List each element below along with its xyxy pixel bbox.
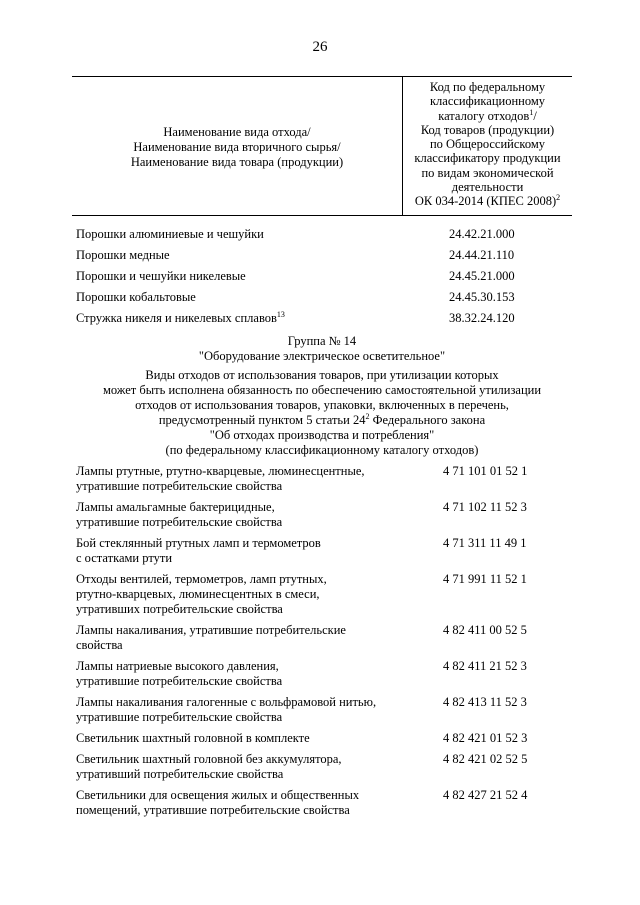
waste-name-line: Светильник шахтный головной в комплекте — [76, 731, 310, 745]
footnote-ref: 2 — [365, 411, 370, 421]
waste-name — [76, 572, 416, 617]
product-code: 24.42.21.000 — [449, 227, 515, 241]
header-code-column — [403, 80, 572, 209]
waste-name-line: Светильник шахтный головной без аккумулятора, — [76, 752, 342, 766]
footnote-ref: 1 — [529, 107, 534, 117]
product-code: 24.45.21.000 — [449, 269, 515, 283]
waste-name-line: утративших потребительские свойства — [76, 602, 283, 616]
header-code-line: классификационному — [429, 94, 546, 109]
waste-name-line: помещений, утратившие потребительские свойства — [76, 803, 350, 817]
product-name — [76, 311, 416, 326]
waste-name-line: с остатками ртути — [76, 551, 173, 565]
group-description — [72, 368, 572, 458]
header-code-line: по видам экономической — [421, 165, 554, 180]
waste-name-line: свойства — [76, 638, 123, 652]
product-code: 24.44.21.110 — [449, 248, 515, 262]
header-code-line-text: каталогу отходов — [438, 108, 530, 123]
waste-name-line: Лампы накаливания галогенные с вольфрамовой нитью, — [76, 695, 377, 709]
product-name: Порошки алюминиевые и чешуйки — [76, 227, 264, 241]
group-description-line: отходов от использования товаров, упаковки, включенных в перечень, — [135, 398, 509, 412]
waste-name — [76, 752, 416, 782]
product-code: 24.45.30.153 — [449, 290, 515, 304]
waste-name — [76, 659, 416, 689]
group-description-text: предусмотренный пунктом 5 статьи 24 — [158, 413, 366, 427]
waste-code: 4 82 427 21 52 4 — [443, 788, 528, 802]
waste-name-line: Лампы натриевые высокого давления, — [76, 659, 279, 673]
product-name-text: Стружка никеля и никелевых сплавов — [76, 311, 277, 325]
waste-code: 4 82 411 21 52 3 — [443, 659, 527, 673]
waste-name-line: утративший потребительские свойства — [76, 767, 284, 781]
waste-name — [76, 695, 416, 725]
header-name-line: Наименование вида отхода/ — [163, 125, 311, 139]
product-name: Порошки и чешуйки никелевые — [76, 269, 246, 283]
waste-name-line: Отходы вентилей, термометров, ламп ртутных, — [76, 572, 327, 586]
waste-name-line: Лампы накаливания, утратившие потребительские — [76, 623, 346, 637]
waste-name-line: Светильники для освещения жилых и общественных — [76, 788, 360, 802]
product-name: Порошки медные — [76, 248, 170, 262]
group-description-line: Виды отходов от использования товаров, при утилизации которых — [145, 368, 499, 382]
waste-name-line: утратившие потребительские свойства — [76, 515, 283, 529]
header-name-line: Наименование вида товара (продукции) — [130, 155, 344, 169]
header-code-line — [403, 194, 572, 208]
waste-code: 4 82 421 02 52 5 — [443, 752, 528, 766]
waste-name — [76, 788, 416, 818]
group-description-line: (по федеральному классификационному каталогу отходов) — [165, 443, 479, 457]
footnote-ref: 2 — [556, 193, 561, 203]
waste-name-line: утратившие потребительские свойства — [76, 674, 283, 688]
header-code-line — [403, 109, 572, 123]
waste-name — [76, 536, 416, 566]
product-name: Порошки кобальтовые — [76, 290, 196, 304]
header-code-line: по Общероссийскому — [429, 137, 546, 152]
waste-name — [76, 731, 416, 746]
header-code-line: Код по федеральному — [429, 80, 546, 94]
waste-name-line: утратившие потребительские свойства — [76, 479, 283, 493]
table-header — [72, 76, 572, 216]
group-description-tail: Федерального закона — [369, 413, 486, 427]
header-name-column — [72, 125, 402, 170]
waste-name-line: утратившие потребительские свойства — [76, 710, 283, 724]
waste-code: 4 82 421 01 52 3 — [443, 731, 528, 745]
header-code-line: классификатору продукции — [414, 151, 561, 166]
waste-name-line: Лампы амальгамные бактерицидные, — [76, 500, 275, 514]
header-code-line: деятельности — [451, 180, 524, 195]
waste-code: 4 71 101 01 52 1 — [443, 464, 528, 478]
header-code-line-tail: / — [533, 108, 537, 123]
waste-name — [76, 623, 416, 653]
waste-name-line: Лампы ртутные, ртутно-кварцевые, люминесцентные, — [76, 464, 365, 478]
waste-name-line: ртутно-кварцевых, люминесцентных в смеси, — [76, 587, 320, 601]
group-heading — [72, 334, 572, 364]
waste-code: 4 82 411 00 52 5 — [443, 623, 527, 637]
waste-code: 4 82 413 11 52 3 — [443, 695, 527, 709]
header-code-line-text: ОК 034-2014 (КПЕС 2008) — [414, 194, 557, 209]
waste-name — [76, 500, 416, 530]
group-description-line — [72, 413, 572, 428]
waste-code: 4 71 311 11 49 1 — [443, 536, 527, 550]
group-description-line: "Об отходах производства и потребления" — [209, 428, 435, 442]
group-title: Группа № 14 — [287, 334, 357, 348]
header-name-line: Наименование вида вторичного сырья/ — [133, 140, 341, 154]
group-subtitle: "Оборудование электрическое осветительное" — [198, 349, 446, 363]
page-number: 26 — [312, 39, 328, 55]
waste-name-line: Бой стеклянный ртутных ламп и термометров — [76, 536, 321, 550]
waste-name — [76, 464, 416, 494]
product-code: 38.32.24.120 — [449, 311, 515, 325]
waste-code: 4 71 991 11 52 1 — [443, 572, 527, 586]
footnote-ref: 13 — [276, 309, 285, 319]
group-description-line: может быть исполнена обязанность по обеспечению самостоятельной утилизации — [102, 383, 542, 397]
waste-code: 4 71 102 11 52 3 — [443, 500, 527, 514]
header-code-line: Код товаров (продукции) — [420, 122, 555, 137]
